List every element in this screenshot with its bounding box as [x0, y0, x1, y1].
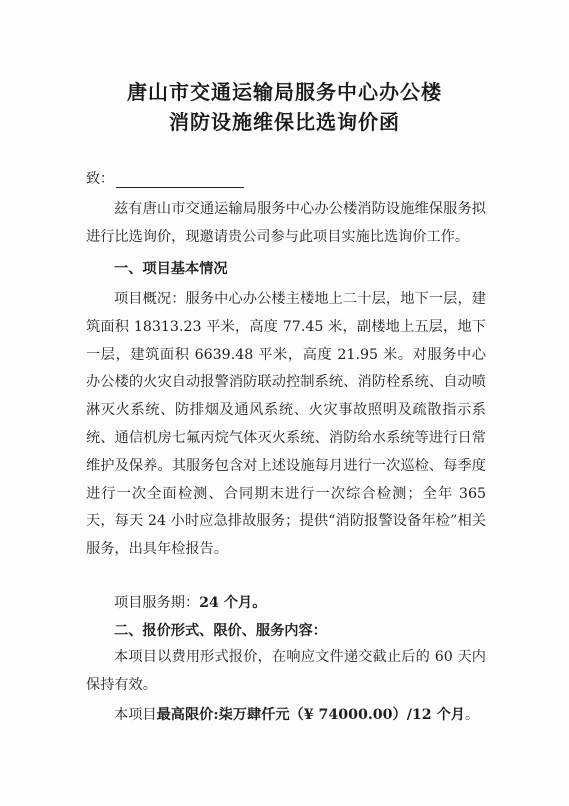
price-limit-paragraph	[86, 702, 486, 730]
price-limit-suffix: 。	[464, 707, 480, 723]
document-title-line-1: 唐山市交通运输局服务中心办公楼	[127, 80, 442, 104]
price-limit-value: 最高限价:柒万肆仟元（¥ 74000.00）/12 个月	[156, 707, 465, 723]
intro-paragraph: 兹有唐山市交通运输局服务中心办公楼消防设施维保服务拟进行比选询价，现邀请贵公司参与此项目实施比选询价工作。	[86, 201, 486, 245]
service-period-label: 项目服务期：	[114, 595, 200, 611]
section-2-heading: 二、报价形式、限价、服务内容：	[114, 623, 327, 639]
addressee-blank	[116, 173, 244, 188]
overview-paragraph: 项目概况：服务中心办公楼主楼地上二十层，地下一层，建筑面积 18313.23 平米，高度 77.45 米，副楼地上五层，地下一层，建筑面积 6639.48 平米，高度 21.95 米。对服务中心办公楼的火灾自动报警消防联动控制系统、消防栓系统、自动喷淋灭火系统、防排烟及通风系统、火灾事故照明及疏散指示系统、通信机房七氟丙烷气体灭火系统、消防给水系统等进行日常维护及保养。其服务包含对上述设施每月进行一次巡检、每季度进行一次全面检测、合同期末进行一次综合检测；全年 365 天，每天 24 小时应急排故服务；提供“消防报警设备年检”相关服务，出具年检报告。	[86, 291, 486, 558]
document-title-line-2: 消防设施维保比选询价函	[169, 110, 400, 134]
service-period-paragraph	[86, 590, 486, 618]
price-limit-prefix: 本项目	[114, 707, 157, 723]
addressee-line	[86, 168, 244, 188]
service-period-value: 24 个月。	[199, 595, 267, 611]
addressee-label: 致：	[86, 171, 114, 187]
section-1-heading: 一、项目基本情况	[114, 261, 228, 277]
quote-validity-paragraph: 本项目以费用形式报价，在响应文件递交截止后的 60 天内保持有效。	[86, 649, 486, 693]
